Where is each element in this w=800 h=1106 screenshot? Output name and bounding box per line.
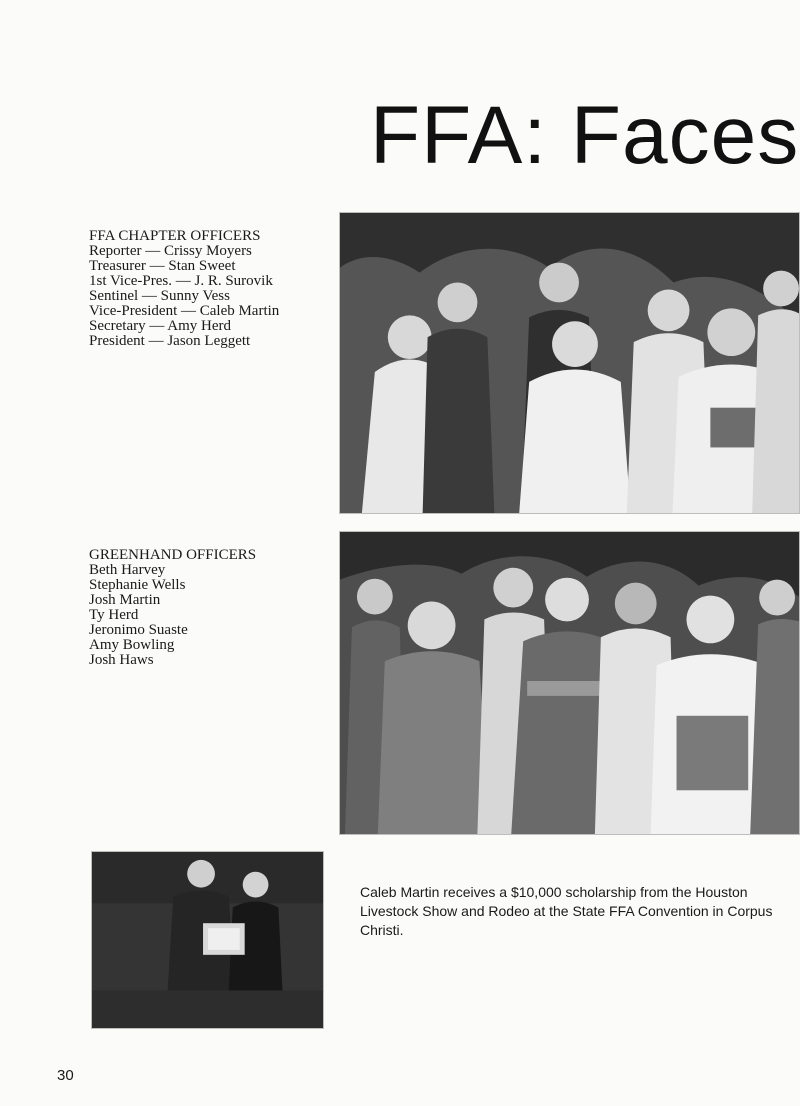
greenhand-officers-heading: GREENHAND OFFICERS — [89, 547, 257, 563]
scholarship-photo — [91, 851, 324, 1029]
greenhand-officers-list — [89, 548, 256, 668]
chapter-officer-first-vice-president: 1st Vice-Pres. — J. R. Surovik — [89, 273, 273, 289]
page-title: FFA: Faces — [370, 90, 800, 181]
chapter-officer-secretary: Secretary — Amy Herd — [89, 318, 232, 334]
chapter-officers-list — [89, 229, 279, 349]
chapter-officer-sentinel: Sentinel — Sunny Vess — [89, 288, 230, 304]
chapter-officer-president: President — Jason Leggett — [89, 333, 251, 349]
page-number: 30 — [57, 1067, 74, 1084]
greenhand-officer-name: Josh Haws — [89, 652, 154, 668]
greenhand-officer-name: Stephanie Wells — [89, 577, 186, 593]
greenhand-officer-name: Amy Bowling — [89, 637, 175, 653]
greenhand-officer-name: Ty Herd — [89, 607, 139, 623]
greenhand-officers-photo — [339, 531, 800, 835]
chapter-officer-reporter: Reporter — Crissy Moyers — [89, 243, 252, 259]
chapter-officers-photo — [339, 212, 800, 514]
chapter-officers-heading: FFA CHAPTER OFFICERS — [89, 228, 261, 244]
chapter-officer-treasurer: Treasurer — Stan Sweet — [89, 258, 236, 274]
greenhand-officer-name: Jeronimo Suaste — [89, 622, 188, 638]
scholarship-caption: Caleb Martin receives a $10,000 scholarship from the Houston Livestock Show and Rodeo at the State FFA Convention in Corpus Christi. — [360, 884, 773, 938]
chapter-officer-vice-president: Vice-President — Caleb Martin — [89, 303, 280, 319]
greenhand-officer-name: Josh Martin — [89, 592, 161, 608]
greenhand-officer-name: Beth Harvey — [89, 562, 166, 578]
